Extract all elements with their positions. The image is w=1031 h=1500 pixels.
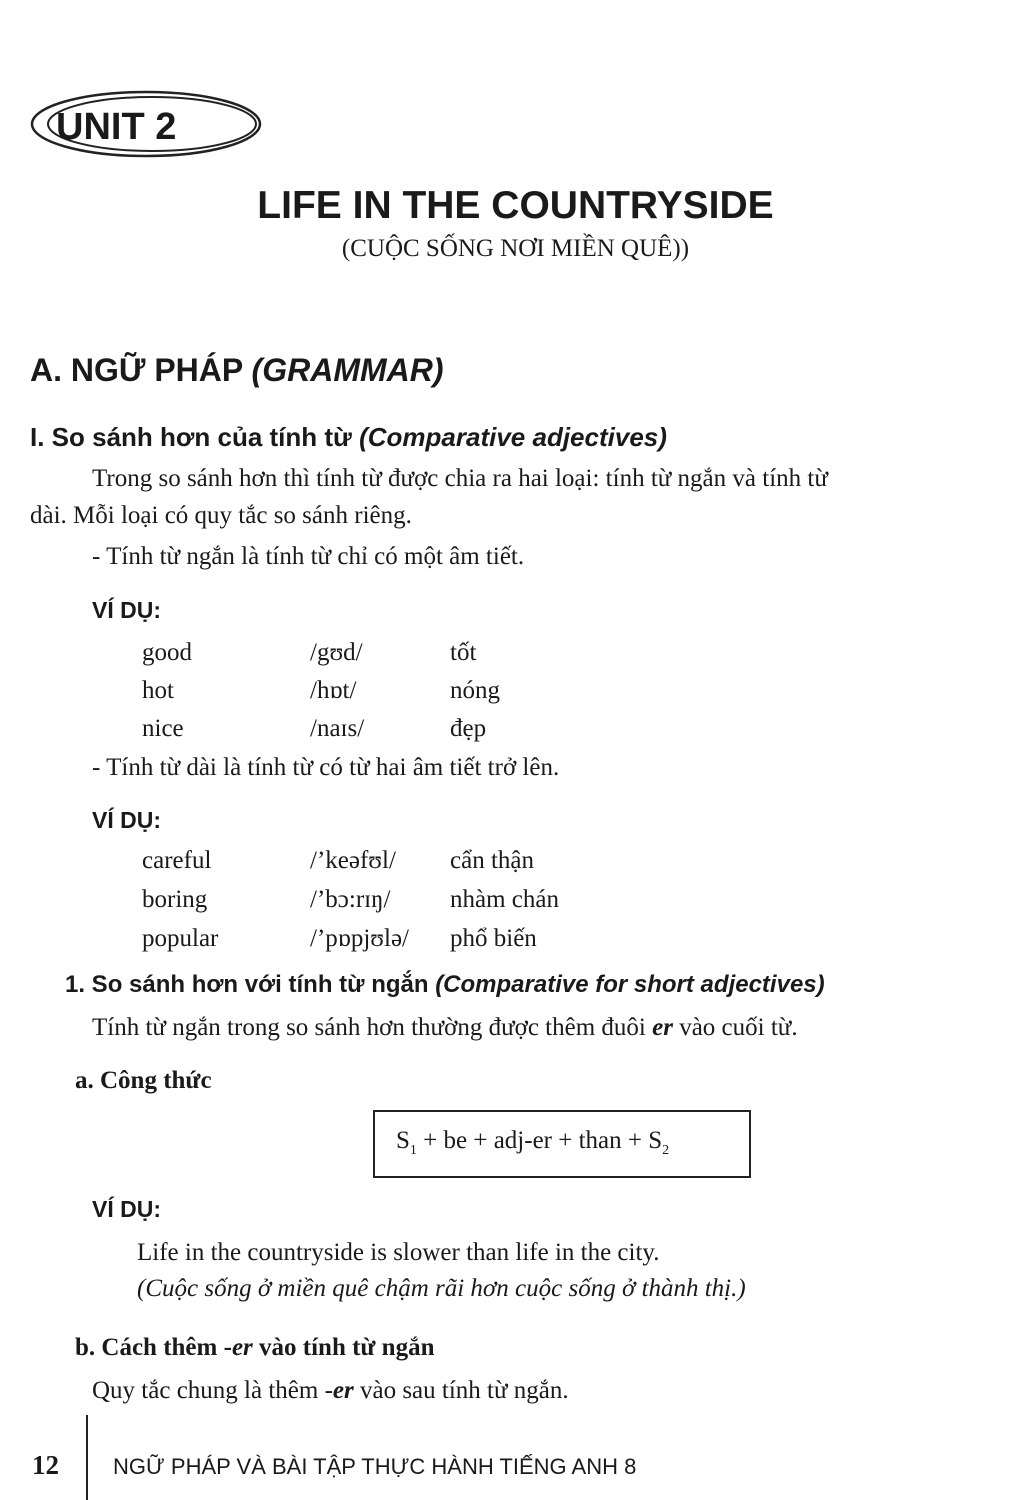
desc-text: Tính từ ngắn trong so sánh hơn thường được thêm đuôi <box>92 1014 653 1041</box>
unit-label: UNIT 2 <box>56 106 177 148</box>
page-number: 12 <box>32 1450 59 1480</box>
example-label: VÍ DỤ: <box>92 807 161 833</box>
short-adjective-definition: - Tính từ ngắn là tính từ chỉ có một âm tiết. <box>92 543 525 570</box>
heading-suffix: er <box>231 1334 253 1361</box>
section-i-heading <box>30 424 667 450</box>
page-title: LIFE IN THE COUNTRYSIDE <box>257 184 774 227</box>
example-ipa: /’pɒpjʊlə/ <box>310 925 409 952</box>
example-meaning: phổ biến <box>450 925 537 952</box>
example-ipa: /hɒt/ <box>310 677 357 704</box>
section-a-english: (GRAMMAR) <box>251 352 444 388</box>
example-word: nice <box>142 715 184 742</box>
heading-text: b. Cách thêm - <box>75 1334 232 1361</box>
formula-sub: 1 <box>409 1143 417 1158</box>
formula <box>396 1128 669 1158</box>
rule-suffix: er <box>332 1377 354 1404</box>
example-ipa: /gʊd/ <box>310 639 363 666</box>
example-meaning: nóng <box>450 677 500 704</box>
book-title: NGỮ PHÁP VÀ BÀI TẬP THỰC HÀNH TIẾNG ANH 8 <box>113 1454 637 1479</box>
formula-heading: a. Công thức <box>75 1067 212 1094</box>
formula-text: + be + adj-er + than + S <box>416 1127 663 1154</box>
example-meaning: tốt <box>450 639 477 666</box>
formula-s: S <box>396 1127 410 1154</box>
desc-suffix: er <box>652 1014 673 1041</box>
intro-line-1: Trong so sánh hơn thì tính từ được chia ra hai loại: tính từ ngắn và tính từ <box>92 465 828 492</box>
formula-sub: 2 <box>662 1143 670 1158</box>
example-meaning: cẩn thận <box>450 847 534 874</box>
page-subtitle: (CUỘC SỐNG NƠI MIỀN QUÊ)) <box>341 235 690 262</box>
subsection-1-heading <box>65 973 825 997</box>
section-a-heading <box>30 354 444 386</box>
section-i-text: I. So sánh hơn của tính từ <box>30 422 360 452</box>
general-rule <box>92 1378 569 1403</box>
example-word: good <box>142 639 192 666</box>
example-sentence-vietnamese: (Cuộc sống ở miền quê chậm rãi hơn cuộc sống ở thành thị.) <box>137 1275 746 1302</box>
desc-text: vào cuối từ. <box>672 1014 798 1041</box>
section-a-text: A. NGỮ PHÁP <box>30 352 252 388</box>
subsection-b-heading <box>75 1335 434 1360</box>
example-sentence-english: Life in the countryside is slower than life in the city. <box>137 1239 660 1266</box>
heading-text: vào tính từ ngắn <box>252 1334 435 1361</box>
rule-text: vào sau tính từ ngắn. <box>353 1377 569 1404</box>
subsection-1-description <box>92 1015 798 1040</box>
long-adjective-definition: - Tính từ dài là tính từ có từ hai âm tiết trở lên. <box>92 754 560 781</box>
example-label: VÍ DỤ: <box>92 1196 161 1222</box>
rule-text: Quy tắc chung là thêm - <box>92 1377 333 1404</box>
section-i-english: (Comparative adjectives) <box>359 422 667 452</box>
example-meaning: nhàm chán <box>450 886 559 913</box>
example-word: boring <box>142 886 208 913</box>
intro-line-2: dài. Mỗi loại có quy tắc so sánh riêng. <box>30 502 412 529</box>
subsection-1-english: (Comparative for short adjectives) <box>435 971 825 998</box>
subsection-1-text: 1. So sánh hơn với tính từ ngắn <box>65 971 436 998</box>
example-meaning: đẹp <box>450 715 487 742</box>
example-ipa: /naɪs/ <box>310 715 365 742</box>
example-ipa: /’keəfʊl/ <box>310 847 396 874</box>
example-ipa: /’bɔ:rɪŋ/ <box>310 886 391 913</box>
example-word: popular <box>142 925 219 952</box>
example-word: careful <box>142 847 212 874</box>
example-word: hot <box>142 677 174 704</box>
footer-divider <box>86 1415 88 1500</box>
example-label: VÍ DỤ: <box>92 597 161 623</box>
